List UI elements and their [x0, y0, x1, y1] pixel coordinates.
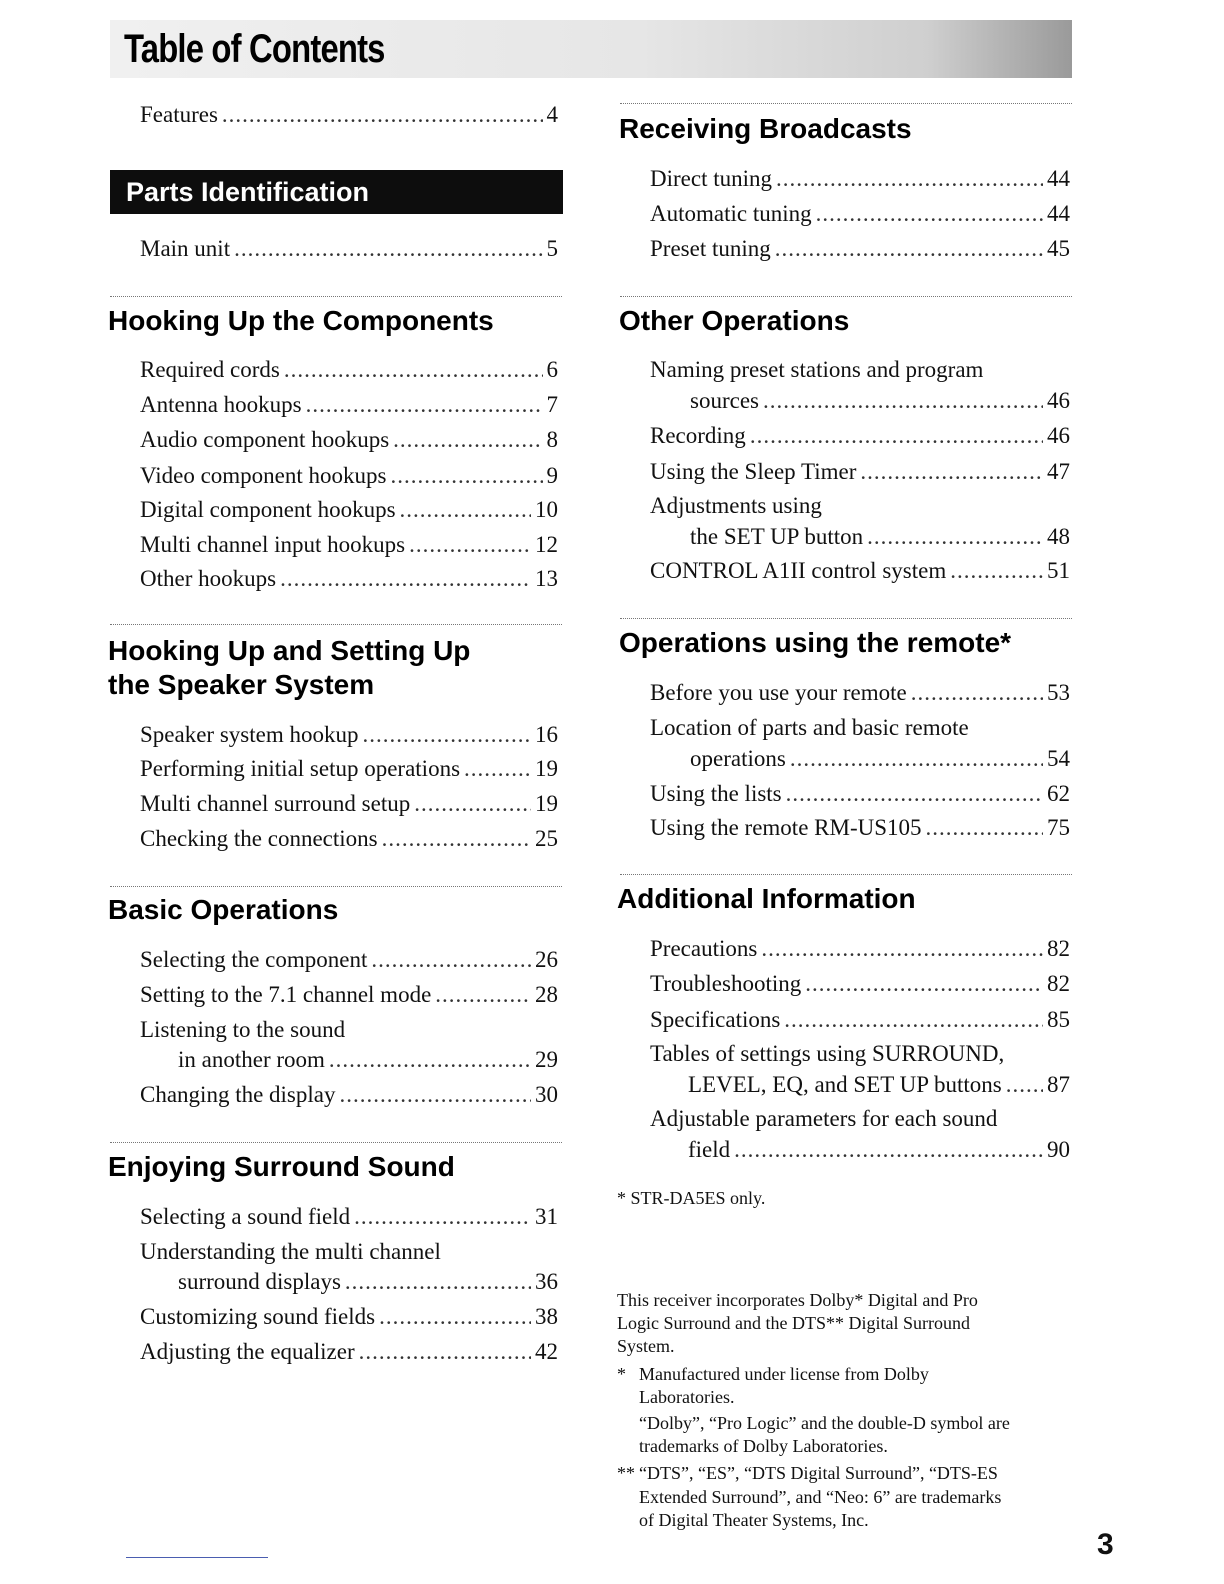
toc-entry-page: 29 — [535, 1047, 558, 1072]
leader-dots — [382, 825, 531, 853]
toc-entry[interactable] — [140, 462, 558, 490]
toc-entry[interactable] — [690, 387, 1070, 415]
section-heading: Receiving Broadcasts — [619, 113, 912, 144]
toc-entry-page: 45 — [1047, 236, 1070, 261]
leader-dots — [911, 679, 1043, 707]
toc-entry-label: Digital component hookups — [140, 497, 396, 522]
notice-text: Extended Surround”, and “Neo: 6” are trademarks — [639, 1487, 1002, 1507]
toc-entry[interactable] — [650, 780, 1070, 808]
toc-entry-page: 12 — [535, 532, 558, 557]
leader-dots — [345, 1268, 531, 1296]
toc-entry-page: 31 — [535, 1204, 558, 1229]
toc-entry[interactable] — [140, 825, 558, 853]
section-divider — [620, 103, 1072, 104]
toc-entry-label: Automatic tuning — [650, 201, 812, 226]
toc-entry[interactable] — [650, 458, 1070, 486]
toc-entry-page: 90 — [1047, 1137, 1070, 1162]
toc-entry-page: 46 — [1047, 423, 1070, 448]
toc-entry-label: Precautions — [650, 936, 758, 961]
toc-entry[interactable] — [140, 1203, 558, 1231]
toc-entry-label: Performing initial setup operations — [140, 756, 461, 781]
leader-dots — [379, 1303, 531, 1331]
toc-entry[interactable] — [140, 1338, 558, 1366]
toc-entry[interactable] — [650, 165, 1070, 193]
toc-entry-label: LEVEL, EQ, and SET UP buttons — [688, 1072, 1002, 1097]
notice-text: Logic Surround and the DTS** Digital Surround — [617, 1313, 970, 1333]
toc-entry-features[interactable] — [140, 101, 558, 129]
leader-dots — [362, 721, 531, 749]
page-number: 3 — [1097, 1528, 1114, 1561]
leader-dots — [400, 496, 531, 524]
toc-entry-label: Listening to the sound — [140, 1017, 346, 1042]
leader-dots — [222, 101, 543, 129]
toc-entry-page: 19 — [535, 756, 558, 781]
toc-entry[interactable] — [650, 235, 1070, 263]
leader-dots — [414, 790, 531, 818]
leader-dots — [464, 755, 531, 783]
page-title: Table of Contents — [124, 27, 385, 71]
toc-entry-main-unit[interactable] — [140, 235, 558, 263]
section-divider — [110, 624, 562, 625]
toc-entry-label: Adjustable parameters for each sound — [650, 1106, 998, 1131]
toc-entry-label: Recording — [650, 423, 746, 448]
leader-dots — [339, 1081, 531, 1109]
dolby-footnote-mark: * — [617, 1364, 626, 1384]
toc-entry-page: 10 — [535, 497, 558, 522]
leader-dots — [761, 935, 1043, 963]
toc-entry-label: Multi channel input hookups — [140, 532, 406, 557]
leader-dots — [926, 814, 1043, 842]
leader-dots — [950, 557, 1043, 585]
toc-entry-label: Using the Sleep Timer — [650, 459, 857, 484]
toc-entry[interactable] — [140, 426, 558, 454]
toc-entry-label: Location of parts and basic remote — [650, 715, 969, 740]
toc-entry[interactable] — [140, 981, 558, 1009]
toc-entry[interactable] — [140, 1081, 558, 1109]
leader-dots — [354, 1203, 531, 1231]
toc-entry-page: 42 — [535, 1339, 558, 1364]
toc-entry-label: Preset tuning — [650, 236, 771, 261]
toc-entry-label: the SET UP button — [690, 524, 864, 549]
toc-entry-label: operations — [690, 746, 786, 771]
section-divider — [110, 886, 562, 887]
section-heading: Additional Information — [617, 883, 916, 914]
leader-dots — [280, 565, 531, 593]
toc-entry-page: 51 — [1047, 558, 1070, 583]
footnote: * STR-DA5ES only. — [617, 1188, 766, 1208]
toc-entry-label: Changing the display — [140, 1082, 336, 1107]
toc-entry[interactable] — [140, 1303, 558, 1331]
toc-entry-page: 82 — [1047, 936, 1070, 961]
notice-text: This receiver incorporates Dolby* Digital and Pro — [617, 1290, 978, 1310]
toc-entry-label: Speaker system hookup — [140, 722, 359, 747]
toc-entry[interactable] — [688, 1136, 1070, 1164]
notice-text: System. — [617, 1336, 675, 1356]
toc-entry-label: in another room — [178, 1047, 325, 1072]
toc-entry-label: Customizing sound fields — [140, 1304, 376, 1329]
toc-entry[interactable] — [140, 755, 558, 783]
notice-text: Manufactured under license from Dolby — [639, 1364, 929, 1384]
toc-entry[interactable] — [688, 1071, 1070, 1099]
leader-dots — [734, 1136, 1043, 1164]
toc-entry[interactable] — [650, 200, 1070, 228]
toc-entry[interactable] — [650, 935, 1070, 963]
leader-dots — [409, 531, 531, 559]
toc-entry-label: Understanding the multi channel — [140, 1239, 441, 1264]
toc-entry-page: 7 — [546, 392, 558, 417]
toc-entry-label: Checking the connections — [140, 826, 378, 851]
leader-dots — [776, 165, 1043, 193]
toc-entry-page: 82 — [1047, 971, 1070, 996]
leader-dots — [284, 356, 543, 384]
section-heading: Hooking Up and Setting Up — [108, 635, 471, 666]
section-divider — [620, 296, 1072, 297]
toc-entry-page: 44 — [1047, 166, 1070, 191]
toc-entry-label: Using the remote RM-US105 — [650, 815, 922, 840]
toc-entry-page: 38 — [535, 1304, 558, 1329]
section-header-parts — [110, 170, 563, 214]
toc-entry[interactable] — [650, 679, 1070, 707]
footer-rule — [126, 1557, 268, 1558]
toc-entry-label: Adjusting the equalizer — [140, 1339, 355, 1364]
leader-dots — [750, 422, 1043, 450]
section-divider — [110, 296, 562, 297]
toc-entry-label: Required cords — [140, 357, 280, 382]
toc-entry-page: 44 — [1047, 201, 1070, 226]
section-divider — [620, 618, 1072, 619]
toc-entry-page: 62 — [1047, 781, 1070, 806]
section-heading: Enjoying Surround Sound — [108, 1151, 455, 1182]
leader-dots — [775, 235, 1043, 263]
leader-dots — [393, 426, 542, 454]
toc-entry-page: 25 — [535, 826, 558, 851]
toc-entry[interactable] — [178, 1268, 558, 1296]
toc-entry-label: Video component hookups — [140, 463, 387, 488]
toc-entry-label: Antenna hookups — [140, 392, 302, 417]
leader-dots — [371, 946, 531, 974]
leader-dots — [816, 200, 1043, 228]
leader-dots — [1006, 1071, 1043, 1099]
toc-entry-label: Troubleshooting — [650, 971, 802, 996]
toc-entry-label: field — [688, 1137, 731, 1162]
leader-dots — [329, 1046, 531, 1074]
notice-text: “DTS”, “ES”, “DTS Digital Surround”, “DTS-ES — [639, 1463, 998, 1483]
leader-dots — [390, 462, 542, 490]
toc-entry-page: 16 — [535, 722, 558, 747]
leader-dots — [784, 1006, 1043, 1034]
toc-entry-label: CONTROL A1II control system — [650, 558, 947, 583]
toc-entry-page: 48 — [1047, 524, 1070, 549]
toc-entry-label: sources — [690, 388, 759, 413]
toc-entry-page: 28 — [535, 982, 558, 1007]
toc-entry[interactable] — [140, 496, 558, 524]
toc-entry-label: Audio component hookups — [140, 427, 390, 452]
toc-entry-page: 4 — [546, 102, 558, 127]
leader-dots — [786, 780, 1043, 808]
toc-entry[interactable] — [140, 531, 558, 559]
notice-text: Laboratories. — [639, 1387, 735, 1407]
toc-entry-label: Selecting a sound field — [140, 1204, 351, 1229]
toc-entry-label: Setting to the 7.1 channel mode — [140, 982, 432, 1007]
toc-entry[interactable] — [650, 557, 1070, 585]
toc-entry[interactable] — [650, 422, 1070, 450]
leader-dots — [805, 970, 1043, 998]
toc-entry-page: 87 — [1047, 1072, 1070, 1097]
toc-entry-page: 36 — [535, 1269, 558, 1294]
leader-dots — [306, 391, 543, 419]
section-heading: Basic Operations — [108, 894, 339, 925]
toc-entry-label: Naming preset stations and program — [650, 357, 984, 382]
toc-entry[interactable] — [140, 790, 558, 818]
toc-entry-label: Adjustments using — [650, 493, 822, 518]
toc-entry-label: Tables of settings using SURROUND, — [650, 1041, 1005, 1066]
notice-text: “Dolby”, “Pro Logic” and the double-D symbol are — [639, 1413, 1010, 1433]
section-divider — [620, 874, 1072, 875]
section-heading: Other Operations — [619, 305, 850, 336]
toc-entry-page: 30 — [535, 1082, 558, 1107]
toc-entry[interactable] — [690, 523, 1070, 551]
toc-entry[interactable] — [690, 745, 1070, 773]
toc-entry-page: 46 — [1047, 388, 1070, 413]
toc-entry[interactable] — [140, 356, 558, 384]
toc-entry[interactable] — [140, 721, 558, 749]
toc-entry-label: Direct tuning — [650, 166, 772, 191]
toc-entry-label: Multi channel surround setup — [140, 791, 411, 816]
toc-entry-page: 26 — [535, 947, 558, 972]
toc-entry-label: Main unit — [140, 236, 231, 261]
toc-entry-page: 47 — [1047, 459, 1070, 484]
notice-text: of Digital Theater Systems, Inc. — [639, 1510, 869, 1530]
notice-text: trademarks of Dolby Laboratories. — [639, 1436, 888, 1456]
toc-entry-label: Using the lists — [650, 781, 782, 806]
toc-entry-page: 85 — [1047, 1007, 1070, 1032]
section-heading: Parts Identification — [126, 177, 370, 207]
section-divider — [110, 1142, 562, 1143]
toc-entry-label: Features — [140, 102, 218, 127]
toc-entry[interactable] — [650, 970, 1070, 998]
section-heading: the Speaker System — [108, 669, 375, 700]
toc-entry-label: Other hookups — [140, 566, 277, 591]
toc-entry-page: 8 — [546, 427, 558, 452]
toc-entry[interactable] — [178, 1046, 558, 1074]
leader-dots — [435, 981, 531, 1009]
leader-dots — [867, 523, 1043, 551]
toc-entry[interactable] — [650, 814, 1070, 842]
toc-entry[interactable] — [140, 391, 558, 419]
toc-entry-label: Before you use your remote — [650, 680, 907, 705]
toc-entry-page: 5 — [546, 236, 558, 261]
dts-footnote-mark: ** — [617, 1463, 635, 1483]
toc-entry-page: 54 — [1047, 746, 1070, 771]
toc-entry-page: 9 — [546, 463, 558, 488]
leader-dots — [790, 745, 1043, 773]
toc-entry[interactable] — [650, 1006, 1070, 1034]
toc-entry[interactable] — [140, 946, 558, 974]
leader-dots — [763, 387, 1043, 415]
toc-entry-label: Selecting the component — [140, 947, 368, 972]
section-heading: Hooking Up the Components — [108, 305, 494, 336]
toc-entry-page: 19 — [535, 791, 558, 816]
toc-entry-page: 6 — [546, 357, 558, 382]
leader-dots — [359, 1338, 531, 1366]
leader-dots — [234, 235, 542, 263]
toc-entry-label: Specifications — [650, 1007, 781, 1032]
toc-entry-label: surround displays — [178, 1269, 341, 1294]
toc-entry-page: 53 — [1047, 680, 1070, 705]
toc-entry[interactable] — [140, 565, 558, 593]
leader-dots — [860, 458, 1043, 486]
toc-entry-page: 75 — [1047, 815, 1070, 840]
section-heading: Operations using the remote* — [619, 627, 1012, 658]
toc-entry-page: 13 — [535, 566, 558, 591]
